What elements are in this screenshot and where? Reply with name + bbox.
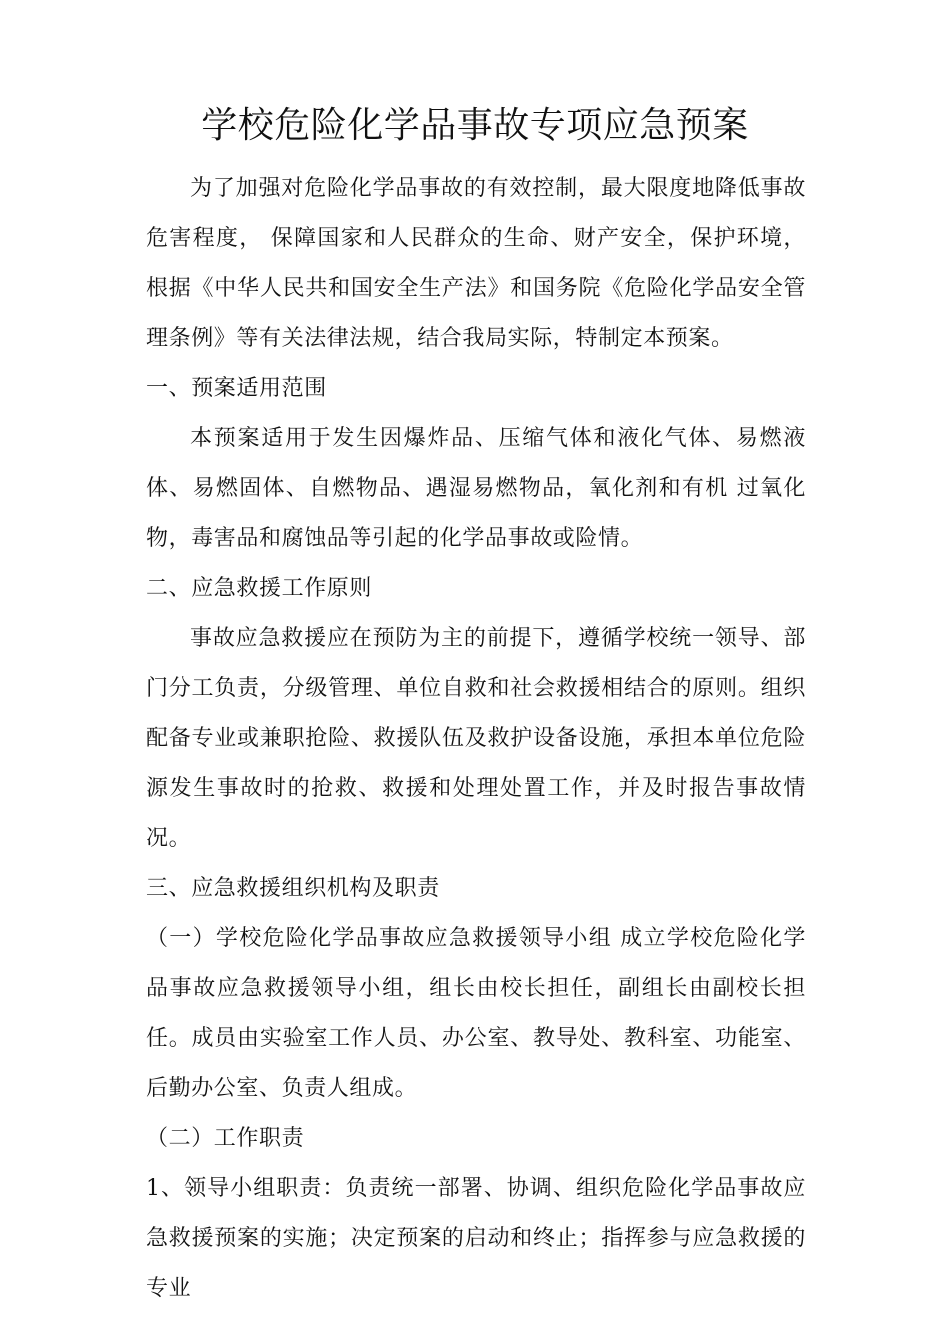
section-heading-scope: 一、预案适用范围 — [146, 376, 327, 401]
section-heading-organization: 三、应急救援组织机构及职责 — [146, 876, 440, 901]
leadership-group-paragraph: （一）学校危险化学品事故应急救援领导小组 成立学校危险化学品事故应急救援领导小组，组长由校长担任，副组长由副校长担任。成员由实验室工作人员、办公室、教导处、教科室、功能室、后勤办公室、负责人组成。 — [146, 926, 806, 1101]
subsection-heading-duties: （二）工作职责 — [146, 1126, 305, 1151]
principles-paragraph: 事故应急救援应在预防为主的前提下，遵循学校统一领导、部门分工负责，分级管理、单位自救和社会救援相结合的原则。组织配备专业或兼职抢险、救援队伍及救护设备设施，承担本单位危险源发生事故时的抢救、救援和处理处置工作，并及时报告事故情况。 — [146, 626, 806, 851]
section-heading-principles: 二、应急救援工作原则 — [146, 576, 373, 601]
leadership-duties-paragraph: 1、领导小组职责：负责统一部署、协调、组织危险化学品事故应急救援预案的实施；决定预案的启动和终止；指挥参与应急救援的专业 — [146, 1176, 806, 1301]
document-title: 学校危险化学品事故专项应急预案 — [201, 105, 749, 146]
scope-paragraph: 本预案适用于发生因爆炸品、压缩气体和液化气体、易燃液体、易燃固体、自燃物品、遇湿易燃物品，氧化剂和有机 过氧化物，毒害品和腐蚀品等引起的化学品事故或险情。 — [146, 426, 806, 551]
document-body — [146, 164, 806, 1314]
intro-paragraph: 为了加强对危险化学品事故的有效控制，最大限度地降低事故危害程度， 保障国家和人民群众的生命、财产安全，保护环境，根据《中华人民共和国安全生产法》和国务院《危险化学品安全管理条例》等有关法律法规，结合我局实际，特制定本预案。 — [146, 176, 806, 351]
